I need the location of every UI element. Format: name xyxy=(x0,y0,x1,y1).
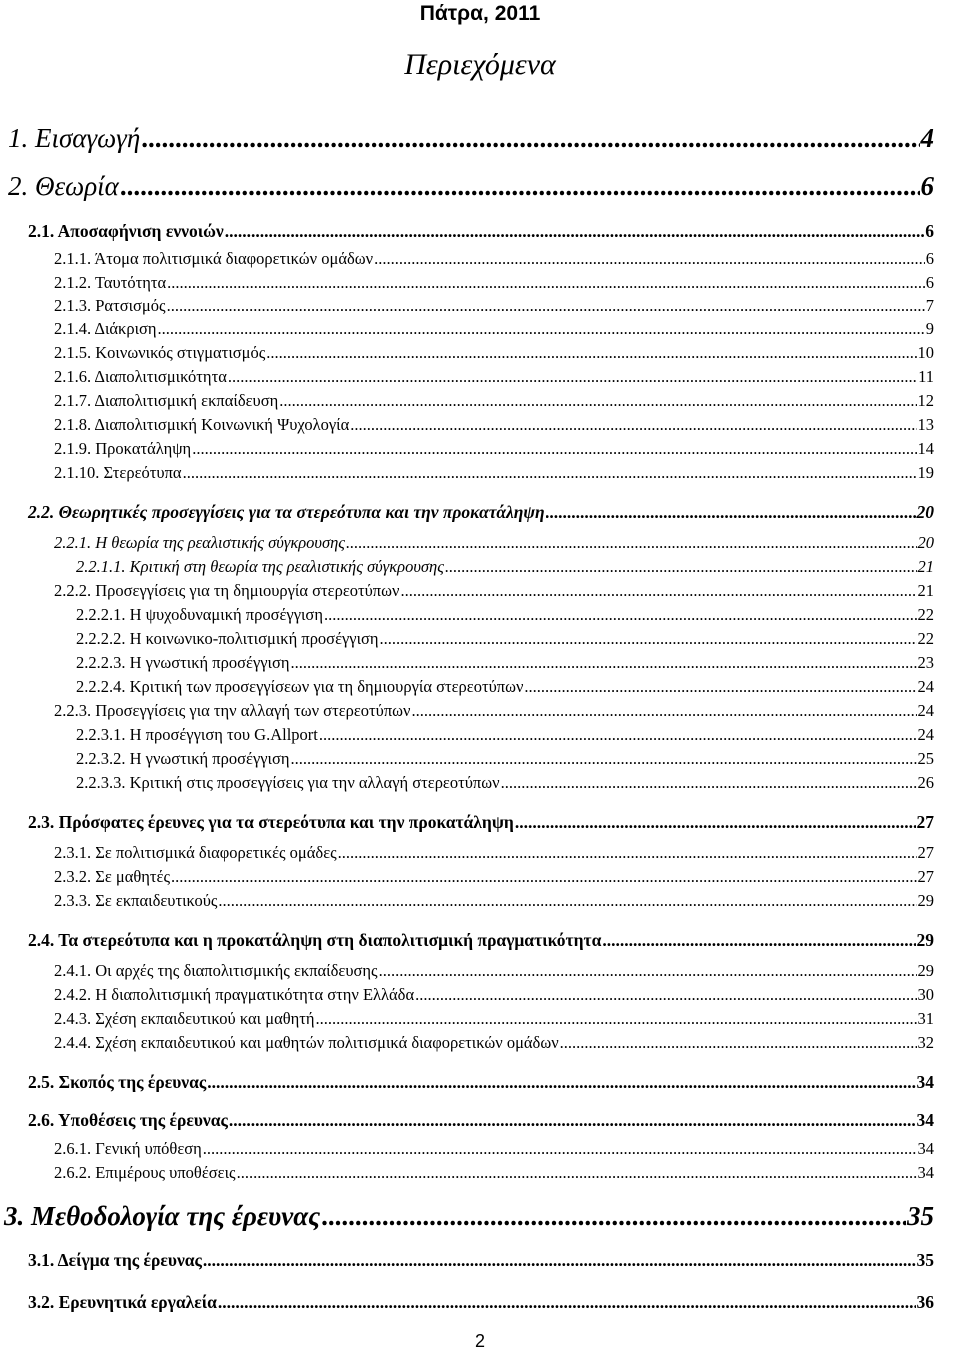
toc-entry-page: 20 xyxy=(917,533,934,552)
toc-entry-label: 2.1.1. Άτομα πολιτισμικά διαφορετικών ομάδων xyxy=(54,249,374,268)
dot-leader xyxy=(183,462,917,484)
dot-leader xyxy=(203,1248,916,1272)
toc-row[interactable] xyxy=(28,1290,934,1314)
toc-entry-page: 24 xyxy=(917,701,934,720)
page-number: 2 xyxy=(474,1331,485,1351)
toc-entry-label: 2.1.4. Διάκριση xyxy=(54,319,157,338)
toc-entry-label: 2.1.5. Κοινωνικός στιγματισμός xyxy=(54,343,266,362)
dot-leader xyxy=(560,1032,917,1054)
dot-leader xyxy=(141,121,919,155)
toc-entry-page: 14 xyxy=(917,439,934,458)
dot-leader xyxy=(324,604,917,626)
dot-leader xyxy=(229,1108,916,1132)
dot-leader xyxy=(192,438,916,460)
dot-leader xyxy=(291,652,917,674)
toc-entry-page: 23 xyxy=(917,653,934,672)
toc-row[interactable] xyxy=(76,748,934,770)
toc-entry-page: 34 xyxy=(917,1163,934,1182)
toc-entry-label: 2.1.3. Ρατσισμός xyxy=(54,296,166,315)
dot-leader xyxy=(379,960,917,982)
toc-entry-label: 2.1. Αποσαφήνιση εννοιών xyxy=(28,221,224,241)
header-city-year: Πάτρα, 2011 xyxy=(419,2,541,25)
toc-row[interactable] xyxy=(54,842,934,864)
toc-row[interactable] xyxy=(54,866,934,888)
toc-entry-page: 21 xyxy=(917,557,934,576)
toc-entry-page: 13 xyxy=(917,415,934,434)
dot-leader xyxy=(167,295,925,317)
toc-entry-page: 31 xyxy=(917,1009,934,1028)
toc-entry-label: 2.3.3. Σε εκπαιδευτικούς xyxy=(54,891,218,910)
toc-row[interactable] xyxy=(54,248,934,270)
toc-entry-page: 34 xyxy=(916,1072,934,1092)
toc-row[interactable] xyxy=(54,390,934,412)
dot-leader xyxy=(237,1162,917,1184)
dot-leader xyxy=(515,810,916,834)
toc-row[interactable] xyxy=(54,1162,934,1184)
toc-entry-label: 2.2.2. Προσεγγίσεις για τη δημιουργία στερεοτύπων xyxy=(54,581,400,600)
toc-entry-page: 29 xyxy=(917,961,934,980)
dot-leader xyxy=(279,390,916,412)
toc-row[interactable] xyxy=(4,1199,934,1233)
toc-row[interactable] xyxy=(54,342,934,364)
dot-leader xyxy=(374,248,925,270)
toc-entry-label: 2.2.2.1. Η ψυχοδυναμική προσέγγιση xyxy=(76,605,323,624)
toc-entry-page: 10 xyxy=(917,343,934,362)
toc-row[interactable] xyxy=(54,366,934,388)
toc-row[interactable] xyxy=(76,556,934,578)
toc-entry-label: 2.2.2.4. Κριτική των προσεγγίσεων για τη δημιουργία στερεοτύπων xyxy=(76,677,524,696)
toc-entry-label: 2.6.2. Επιμέρους υποθέσεις xyxy=(54,1163,236,1182)
toc-entry-label: 2.4. Τα στερεότυπα και η προκατάληψη στη διαπολιτισμική πραγματικότητα xyxy=(28,930,602,950)
toc-row[interactable] xyxy=(54,1032,934,1054)
toc-entry-label: 3.2. Ερευνητικά εργαλεία xyxy=(28,1292,217,1312)
dot-leader xyxy=(158,318,925,340)
toc-entry-label: 2.6. Υποθέσεις της έρευνας xyxy=(28,1110,228,1130)
dot-leader xyxy=(120,169,920,203)
dot-leader xyxy=(602,928,915,952)
dot-leader xyxy=(546,500,916,524)
dot-leader xyxy=(321,1199,906,1233)
toc-entry-page: 24 xyxy=(917,725,934,744)
page-title: Περιεχόμενα xyxy=(404,48,556,81)
toc-entry-page: 24 xyxy=(917,677,934,696)
toc-entry-page: 26 xyxy=(917,773,934,792)
toc-row[interactable] xyxy=(76,676,934,698)
toc-row[interactable] xyxy=(28,500,934,524)
toc-row[interactable] xyxy=(54,414,934,436)
toc-entry-label: 2. Θεωρία xyxy=(8,171,119,201)
dot-leader xyxy=(228,366,917,388)
toc-entry-label: 2.3.1. Σε πολιτισμικά διαφορετικές ομάδες xyxy=(54,843,337,862)
dot-leader xyxy=(266,342,916,364)
toc-row[interactable] xyxy=(54,700,934,722)
toc-entry-page: 34 xyxy=(917,1139,934,1158)
toc-entry-page: 20 xyxy=(916,502,934,522)
dot-leader xyxy=(400,580,916,602)
toc-row[interactable] xyxy=(28,1070,934,1094)
toc-entry-label: 2.2.2.3. Η γνωστική προσέγγιση xyxy=(76,653,290,672)
toc-entry-page: 27 xyxy=(917,867,934,886)
toc-entry-label: 2.4.3. Σχέση εκπαιδευτικού και μαθητή xyxy=(54,1009,315,1028)
toc-entry-page: 19 xyxy=(917,463,934,482)
toc-entry-page: 25 xyxy=(917,749,934,768)
toc-entry-label: 2.6.1. Γενική υπόθεση xyxy=(54,1139,202,1158)
toc-entry-page: 27 xyxy=(917,843,934,862)
toc-entry-label: 2.1.9. Προκατάληψη xyxy=(54,439,192,458)
toc-entry-label: 2.1.2. Ταυτότητα xyxy=(54,273,167,292)
toc-row[interactable] xyxy=(54,580,934,602)
dot-leader xyxy=(415,984,916,1006)
toc-entry-page: 34 xyxy=(916,1110,934,1130)
toc-entry-label: 2.1.8. Διαπολιτισμική Κοινωνική Ψυχολογία xyxy=(54,415,350,434)
toc-row[interactable] xyxy=(8,121,934,155)
toc-entry-page: 22 xyxy=(917,605,934,624)
dot-leader xyxy=(316,1008,917,1030)
toc-entry-label: 2.2.1. Η θεωρία της ρεαλιστικής σύγκρουσης xyxy=(54,533,346,552)
toc-entry-label: 2.1.7. Διαπολιτισμική εκπαίδευση xyxy=(54,391,279,410)
toc-entry-page: 4 xyxy=(920,123,934,153)
toc-entry-label: 2.3. Πρόσφατες έρευνες για τα στερεότυπα και την προκατάληψη xyxy=(28,812,514,832)
toc-entry-label: 2.4.2. Η διαπολιτισμική πραγματικότητα στην Ελλάδα xyxy=(54,985,415,1004)
dot-leader xyxy=(412,700,917,722)
toc-row[interactable] xyxy=(54,295,934,317)
toc-row[interactable] xyxy=(54,272,934,294)
toc-entry-page: 9 xyxy=(925,319,934,338)
toc-entry-page: 6 xyxy=(925,249,934,268)
toc-row[interactable] xyxy=(54,462,934,484)
dot-leader xyxy=(346,532,916,554)
dot-leader xyxy=(203,1138,917,1160)
toc-row[interactable] xyxy=(54,1008,934,1030)
toc-entry-label: 2.2. Θεωρητικές προσεγγίσεις για τα στερεότυπα και την προκατάληψη xyxy=(28,502,545,522)
toc-entry-label: 2.1.10. Στερεότυπα xyxy=(54,463,182,482)
toc-row[interactable] xyxy=(54,438,934,460)
toc-entry-page: 6 xyxy=(920,171,934,201)
toc-row[interactable] xyxy=(76,724,934,746)
toc-entry-label: 2.2.3.3. Κριτική στις προσεγγίσεις για την αλλαγή στερεοτύπων xyxy=(76,773,500,792)
toc-entry-page: 12 xyxy=(917,391,934,410)
toc-row[interactable] xyxy=(28,928,934,952)
toc-row[interactable] xyxy=(76,604,934,626)
toc-entry-page: 7 xyxy=(925,296,934,315)
toc-row[interactable] xyxy=(54,318,934,340)
toc-entry-label: 3.1. Δείγμα της έρευνας xyxy=(28,1250,202,1270)
toc-entry-label: 2.3.2. Σε μαθητές xyxy=(54,867,171,886)
toc-row[interactable] xyxy=(54,532,934,554)
toc-entry-page: 36 xyxy=(916,1292,934,1312)
dot-leader xyxy=(319,724,917,746)
toc-entry-page: 6 xyxy=(925,221,934,241)
toc-entry-page: 35 xyxy=(916,1250,934,1270)
toc-row[interactable] xyxy=(76,628,934,650)
dot-leader xyxy=(338,842,917,864)
toc-entry-page: 27 xyxy=(916,812,934,832)
dot-leader xyxy=(218,890,916,912)
toc-entry-label: 2.2.1.1. Κριτική στη θεωρία της ρεαλιστικής σύγκρουσης xyxy=(76,557,444,576)
dot-leader xyxy=(207,1070,915,1094)
toc-entry-label: 2.2.3.1. Η προσέγγιση του G.Allport xyxy=(76,725,318,744)
toc-entry-label: 3. Μεθοδολογία της έρευνας xyxy=(4,1201,321,1231)
dot-leader xyxy=(445,556,917,578)
dot-leader xyxy=(501,772,917,794)
toc-row[interactable] xyxy=(54,890,934,912)
dot-leader xyxy=(218,1290,916,1314)
toc-row[interactable] xyxy=(28,1108,934,1132)
toc-entry-label: 2.1.6. Διαπολιτισμικότητα xyxy=(54,367,227,386)
toc-row[interactable] xyxy=(54,1138,934,1160)
toc-entry-label: 2.2.3.2. Η γνωστική προσέγγιση xyxy=(76,749,290,768)
toc-entry-page: 29 xyxy=(916,930,934,950)
toc-entry-page: 11 xyxy=(918,367,934,386)
dot-leader xyxy=(380,628,917,650)
dot-leader xyxy=(524,676,916,698)
toc-entry-label: 2.2.2.2. Η κοινωνικο-πολιτισμική προσέγγιση xyxy=(76,629,379,648)
toc-entry-page: 22 xyxy=(917,629,934,648)
toc-entry-label: 2.5. Σκοπός της έρευνας xyxy=(28,1072,207,1092)
dot-leader xyxy=(171,866,916,888)
toc-entry-page: 29 xyxy=(917,891,934,910)
toc-row[interactable] xyxy=(28,1248,934,1272)
toc-entry-label: 2.2.3. Προσεγγίσεις για την αλλαγή των στερεοτύπων xyxy=(54,701,411,720)
toc-entry-page: 30 xyxy=(917,985,934,1004)
toc-entry-label: 2.4.4. Σχέση εκπαιδευτικού και μαθητών πολιτισμικά διαφορετικών ομάδων xyxy=(54,1033,559,1052)
toc-row[interactable] xyxy=(28,810,934,834)
toc-entry-label: 2.4.1. Οι αρχές της διαπολιτισμικής εκπαίδευσης xyxy=(54,961,378,980)
dot-leader xyxy=(350,414,916,436)
dot-leader xyxy=(291,748,917,770)
toc-row[interactable] xyxy=(54,960,934,982)
toc-entry-page: 21 xyxy=(917,581,934,600)
toc-entry-page: 6 xyxy=(925,273,934,292)
dot-leader xyxy=(167,272,925,294)
toc-row[interactable] xyxy=(76,652,934,674)
toc-entry-page: 35 xyxy=(907,1201,934,1231)
toc-row[interactable] xyxy=(8,169,934,203)
toc-row[interactable] xyxy=(54,984,934,1006)
toc-row[interactable] xyxy=(28,219,934,243)
toc-row[interactable] xyxy=(76,772,934,794)
toc-entry-label: 1. Εισαγωγή xyxy=(8,123,141,153)
dot-leader xyxy=(225,219,924,243)
toc-entry-page: 32 xyxy=(917,1033,934,1052)
